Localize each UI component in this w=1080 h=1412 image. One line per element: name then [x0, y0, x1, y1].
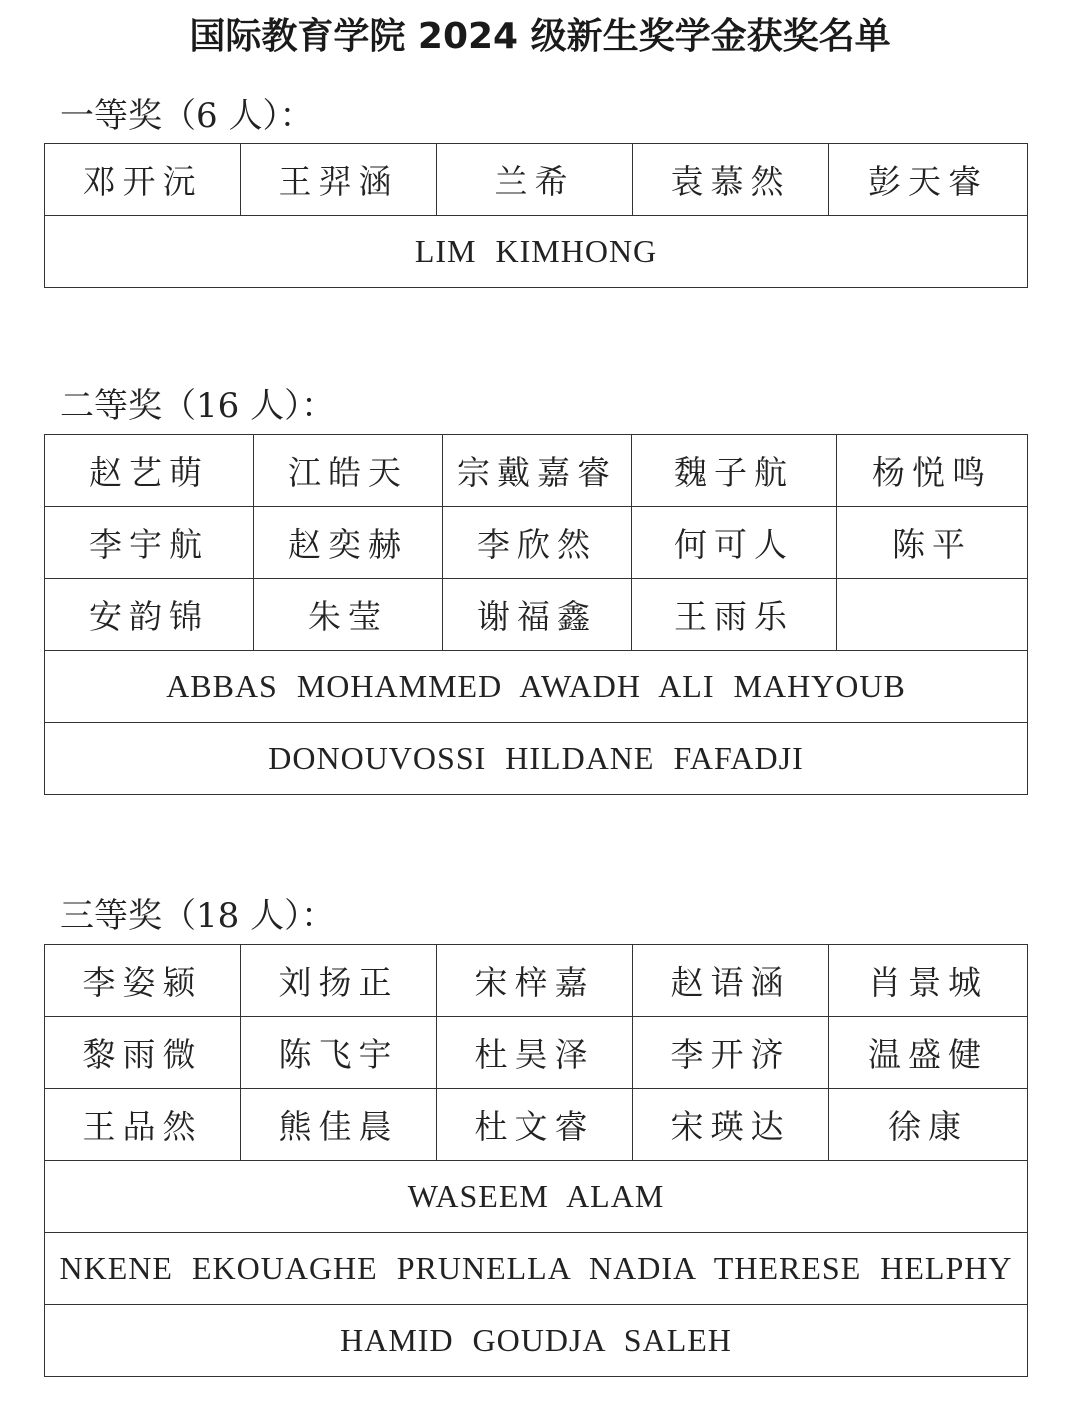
- name-cell: 李宇航: [45, 507, 254, 579]
- name-cell: 王品然: [45, 1089, 241, 1161]
- name-cell: 杜文睿: [437, 1089, 633, 1161]
- name-cell: 李开济: [633, 1017, 829, 1089]
- name-cell: 安韵锦: [45, 579, 254, 651]
- name-cell-full: LIM KIMHONG: [45, 216, 1028, 288]
- name-cell: 宗戴嘉睿: [443, 435, 632, 507]
- table-row: [45, 945, 1028, 1017]
- table-row: [45, 1305, 1028, 1377]
- name-cell: 袁慕然: [633, 144, 829, 216]
- empty-cell: [837, 579, 1028, 651]
- table-row: [45, 435, 1028, 507]
- table-row: [45, 651, 1028, 723]
- table-row: [45, 507, 1028, 579]
- name-cell: 杜昊泽: [437, 1017, 633, 1089]
- second-prize-table: [44, 434, 1028, 795]
- third-prize-table: [44, 944, 1028, 1377]
- name-cell: 朱莹: [254, 579, 443, 651]
- name-cell: 熊佳晨: [241, 1089, 437, 1161]
- name-cell-full: NKENE EKOUAGHE PRUNELLA NADIA THERESE HELPHY: [45, 1233, 1028, 1305]
- table-row: [45, 1089, 1028, 1161]
- name-cell: 赵艺萌: [45, 435, 254, 507]
- name-cell: 赵语涵: [633, 945, 829, 1017]
- name-cell: 李欣然: [443, 507, 632, 579]
- name-cell: 温盛健: [829, 1017, 1028, 1089]
- name-cell: 杨悦鸣: [837, 435, 1028, 507]
- name-cell: 彭天睿: [829, 144, 1028, 216]
- section-heading-first-prize: 一等奖（6 人）：: [60, 96, 314, 136]
- name-cell: 陈平: [837, 507, 1028, 579]
- name-cell: 宋瑛达: [633, 1089, 829, 1161]
- name-cell-full: DONOUVOSSI HILDANE FAFADJI: [45, 723, 1028, 795]
- section-heading-third-prize: 三等奖（18 人）：: [60, 896, 336, 936]
- name-cell-full: ABBAS MOHAMMED AWADH ALI MAHYOUB: [45, 651, 1028, 723]
- page-title: 国际教育学院 2024 级新生奖学金获奖名单: [189, 16, 891, 57]
- section-heading-second-prize: 二等奖（16 人）：: [60, 386, 336, 426]
- name-cell: 陈飞宇: [241, 1017, 437, 1089]
- name-cell: 黎雨微: [45, 1017, 241, 1089]
- name-cell: 赵奕赫: [254, 507, 443, 579]
- name-cell: 宋梓嘉: [437, 945, 633, 1017]
- name-cell: 刘扬正: [241, 945, 437, 1017]
- name-cell: 李姿颍: [45, 945, 241, 1017]
- table-row: [45, 1161, 1028, 1233]
- name-cell: 王雨乐: [632, 579, 837, 651]
- table-row: [45, 216, 1028, 288]
- name-cell: 何可人: [632, 507, 837, 579]
- name-cell: 魏子航: [632, 435, 837, 507]
- first-prize-table: [44, 143, 1028, 288]
- table-row: [45, 723, 1028, 795]
- name-cell-full: HAMID GOUDJA SALEH: [45, 1305, 1028, 1377]
- name-cell: 兰希: [437, 144, 633, 216]
- name-cell: 江皓天: [254, 435, 443, 507]
- name-cell: 王羿涵: [241, 144, 437, 216]
- name-cell: 谢福鑫: [443, 579, 632, 651]
- table-row: [45, 144, 1028, 216]
- table-row: [45, 1233, 1028, 1305]
- name-cell: 邓开沅: [45, 144, 241, 216]
- table-row: [45, 1017, 1028, 1089]
- name-cell: 肖景城: [829, 945, 1028, 1017]
- name-cell-full: WASEEM ALAM: [45, 1161, 1028, 1233]
- table-row: [45, 579, 1028, 651]
- name-cell: 徐康: [829, 1089, 1028, 1161]
